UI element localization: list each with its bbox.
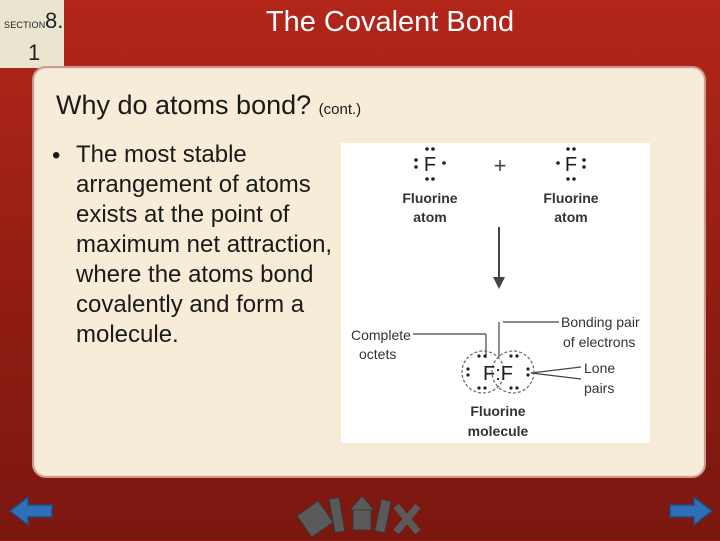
fluorine-molecule — [462, 351, 534, 439]
atom2-label-line2: atom — [554, 209, 588, 225]
atom1-label-line1: Fluorine — [402, 190, 458, 206]
complete-octets-line1: Complete — [351, 327, 411, 343]
plus-sign: + — [493, 153, 507, 178]
atom1-label-line2: atom — [413, 209, 447, 225]
molecule-label-line1: Fluorine — [470, 403, 526, 419]
atom2-symbol: F — [564, 154, 578, 176]
fluorine-atom-1 — [402, 147, 457, 225]
bullet-text: The most stable arrangement of atoms exists at the point of maximum net attraction, where the atoms bond covalently and form a molecule. — [76, 141, 333, 348]
prev-arrow-button[interactable] — [8, 494, 54, 533]
section-tab — [0, 0, 64, 68]
slide-heading — [56, 90, 361, 121]
bonding-pair-line2: of electrons — [563, 334, 636, 350]
heading-suffix: (cont.) — [318, 101, 362, 118]
back-icon[interactable] — [297, 501, 333, 536]
resources-menu[interactable] — [296, 486, 426, 541]
bonding-pair-line1: Bonding pair — [561, 314, 640, 330]
fluorine-bond-diagram — [341, 143, 650, 443]
heading-main: Why do atoms bond? — [56, 90, 312, 120]
lone-pairs-line2: pairs — [584, 380, 615, 396]
next-arrow-button[interactable] — [668, 494, 714, 533]
atom1-symbol: F — [423, 154, 437, 176]
molecule-symbol: F:F — [483, 363, 513, 385]
exit-icon[interactable] — [396, 506, 418, 532]
bullet-marker: • — [52, 142, 61, 169]
fluorine-atom-2 — [543, 147, 598, 225]
molecule-label-line2: molecule — [467, 423, 529, 439]
reaction-arrowhead — [493, 277, 505, 289]
lone-pairs-line1: Lone — [584, 360, 616, 376]
up-icon[interactable] — [329, 497, 345, 532]
arrow-left-icon — [10, 497, 52, 525]
section-label: SECTION — [4, 20, 46, 30]
complete-octets-line2: octets — [359, 346, 397, 362]
section-number: 8. — [45, 8, 64, 33]
forward-icon[interactable] — [375, 499, 391, 532]
slide-title: The Covalent Bond — [265, 6, 515, 38]
home-icon[interactable] — [350, 496, 374, 530]
atom2-label-line1: Fluorine — [543, 190, 599, 206]
section-subnumber: 1 — [28, 40, 41, 65]
arrow-right-icon — [670, 497, 712, 525]
